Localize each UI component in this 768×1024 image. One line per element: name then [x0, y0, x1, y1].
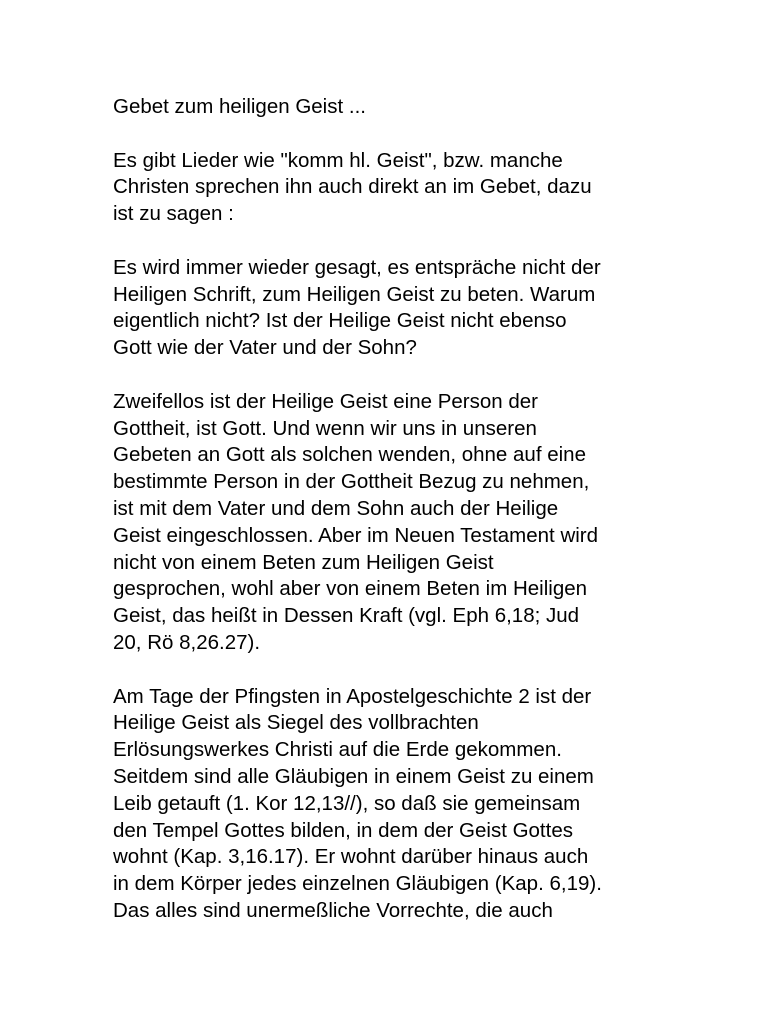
paragraph-line: Heilige Geist als Siegel des vollbrachten	[113, 711, 479, 735]
paragraph-line: wohnt (Kap. 3,16.17). Er wohnt darüber hinaus auch	[113, 845, 589, 869]
paragraph-line: in dem Körper jedes einzelnen Gläubigen (Kap. 6,19).	[113, 872, 602, 896]
paragraph-line: bestimmte Person in der Gottheit Bezug zu nehmen,	[113, 470, 590, 494]
paragraph-1	[113, 148, 713, 228]
document-page	[113, 94, 713, 952]
paragraph-line: Es wird immer wieder gesagt, es entspräche nicht der	[113, 255, 601, 279]
paragraph-line: ist mit dem Vater und dem Sohn auch der Heilige	[113, 496, 559, 520]
paragraph-line: gesprochen, wohl aber von einem Beten im Heiligen	[113, 577, 588, 601]
paragraph-line: Das alles sind unermeßliche Vorrechte, die auch	[113, 898, 553, 922]
paragraph-line: den Tempel Gottes bilden, in dem der Geist Gottes	[113, 818, 573, 842]
paragraph-line: Geist, das heißt in Dessen Kraft (vgl. Eph 6,18; Jud	[113, 604, 580, 628]
paragraph-line: Christen sprechen ihn auch direkt an im Gebet, dazu	[113, 175, 592, 199]
paragraph-line: Geist eingeschlossen. Aber im Neuen Testament wird	[113, 523, 599, 547]
paragraph-line: Zweifellos ist der Heilige Geist eine Person der	[113, 389, 538, 413]
document-title	[113, 94, 713, 121]
paragraph-line: Heiligen Schrift, zum Heiligen Geist zu beten. Warum	[113, 282, 596, 306]
paragraph-line: Am Tage der Pfingsten in Apostelgeschichte 2 ist der	[113, 684, 592, 708]
paragraph-line: 20, Rö 8,26.27).	[113, 630, 261, 654]
paragraph-line: Leib getauft (1. Kor 12,13//), so daß sie gemeinsam	[113, 791, 581, 815]
paragraph-3	[113, 389, 713, 657]
paragraph-2	[113, 255, 713, 362]
paragraph-line: Gott wie der Vater und der Sohn?	[113, 336, 417, 360]
paragraph-line: Gebeten an Gott als solchen wenden, ohne auf eine	[113, 443, 586, 467]
paragraph-line: ist zu sagen :	[113, 202, 234, 226]
paragraph-line: eigentlich nicht? Ist der Heilige Geist nicht ebenso	[113, 309, 567, 333]
paragraph-line: nicht von einem Beten zum Heiligen Geist	[113, 550, 494, 574]
title-line: Gebet zum heiligen Geist ...	[113, 95, 366, 118]
paragraph-line: Seitdem sind alle Gläubigen in einem Geist zu einem	[113, 764, 594, 788]
paragraph-4	[113, 684, 713, 925]
paragraph-line: Es gibt Lieder wie "komm hl. Geist", bzw. manche	[113, 148, 563, 172]
paragraph-line: Gottheit, ist Gott. Und wenn wir uns in unseren	[113, 416, 537, 440]
paragraph-line: Erlösungswerkes Christi auf die Erde gekommen.	[113, 738, 562, 762]
